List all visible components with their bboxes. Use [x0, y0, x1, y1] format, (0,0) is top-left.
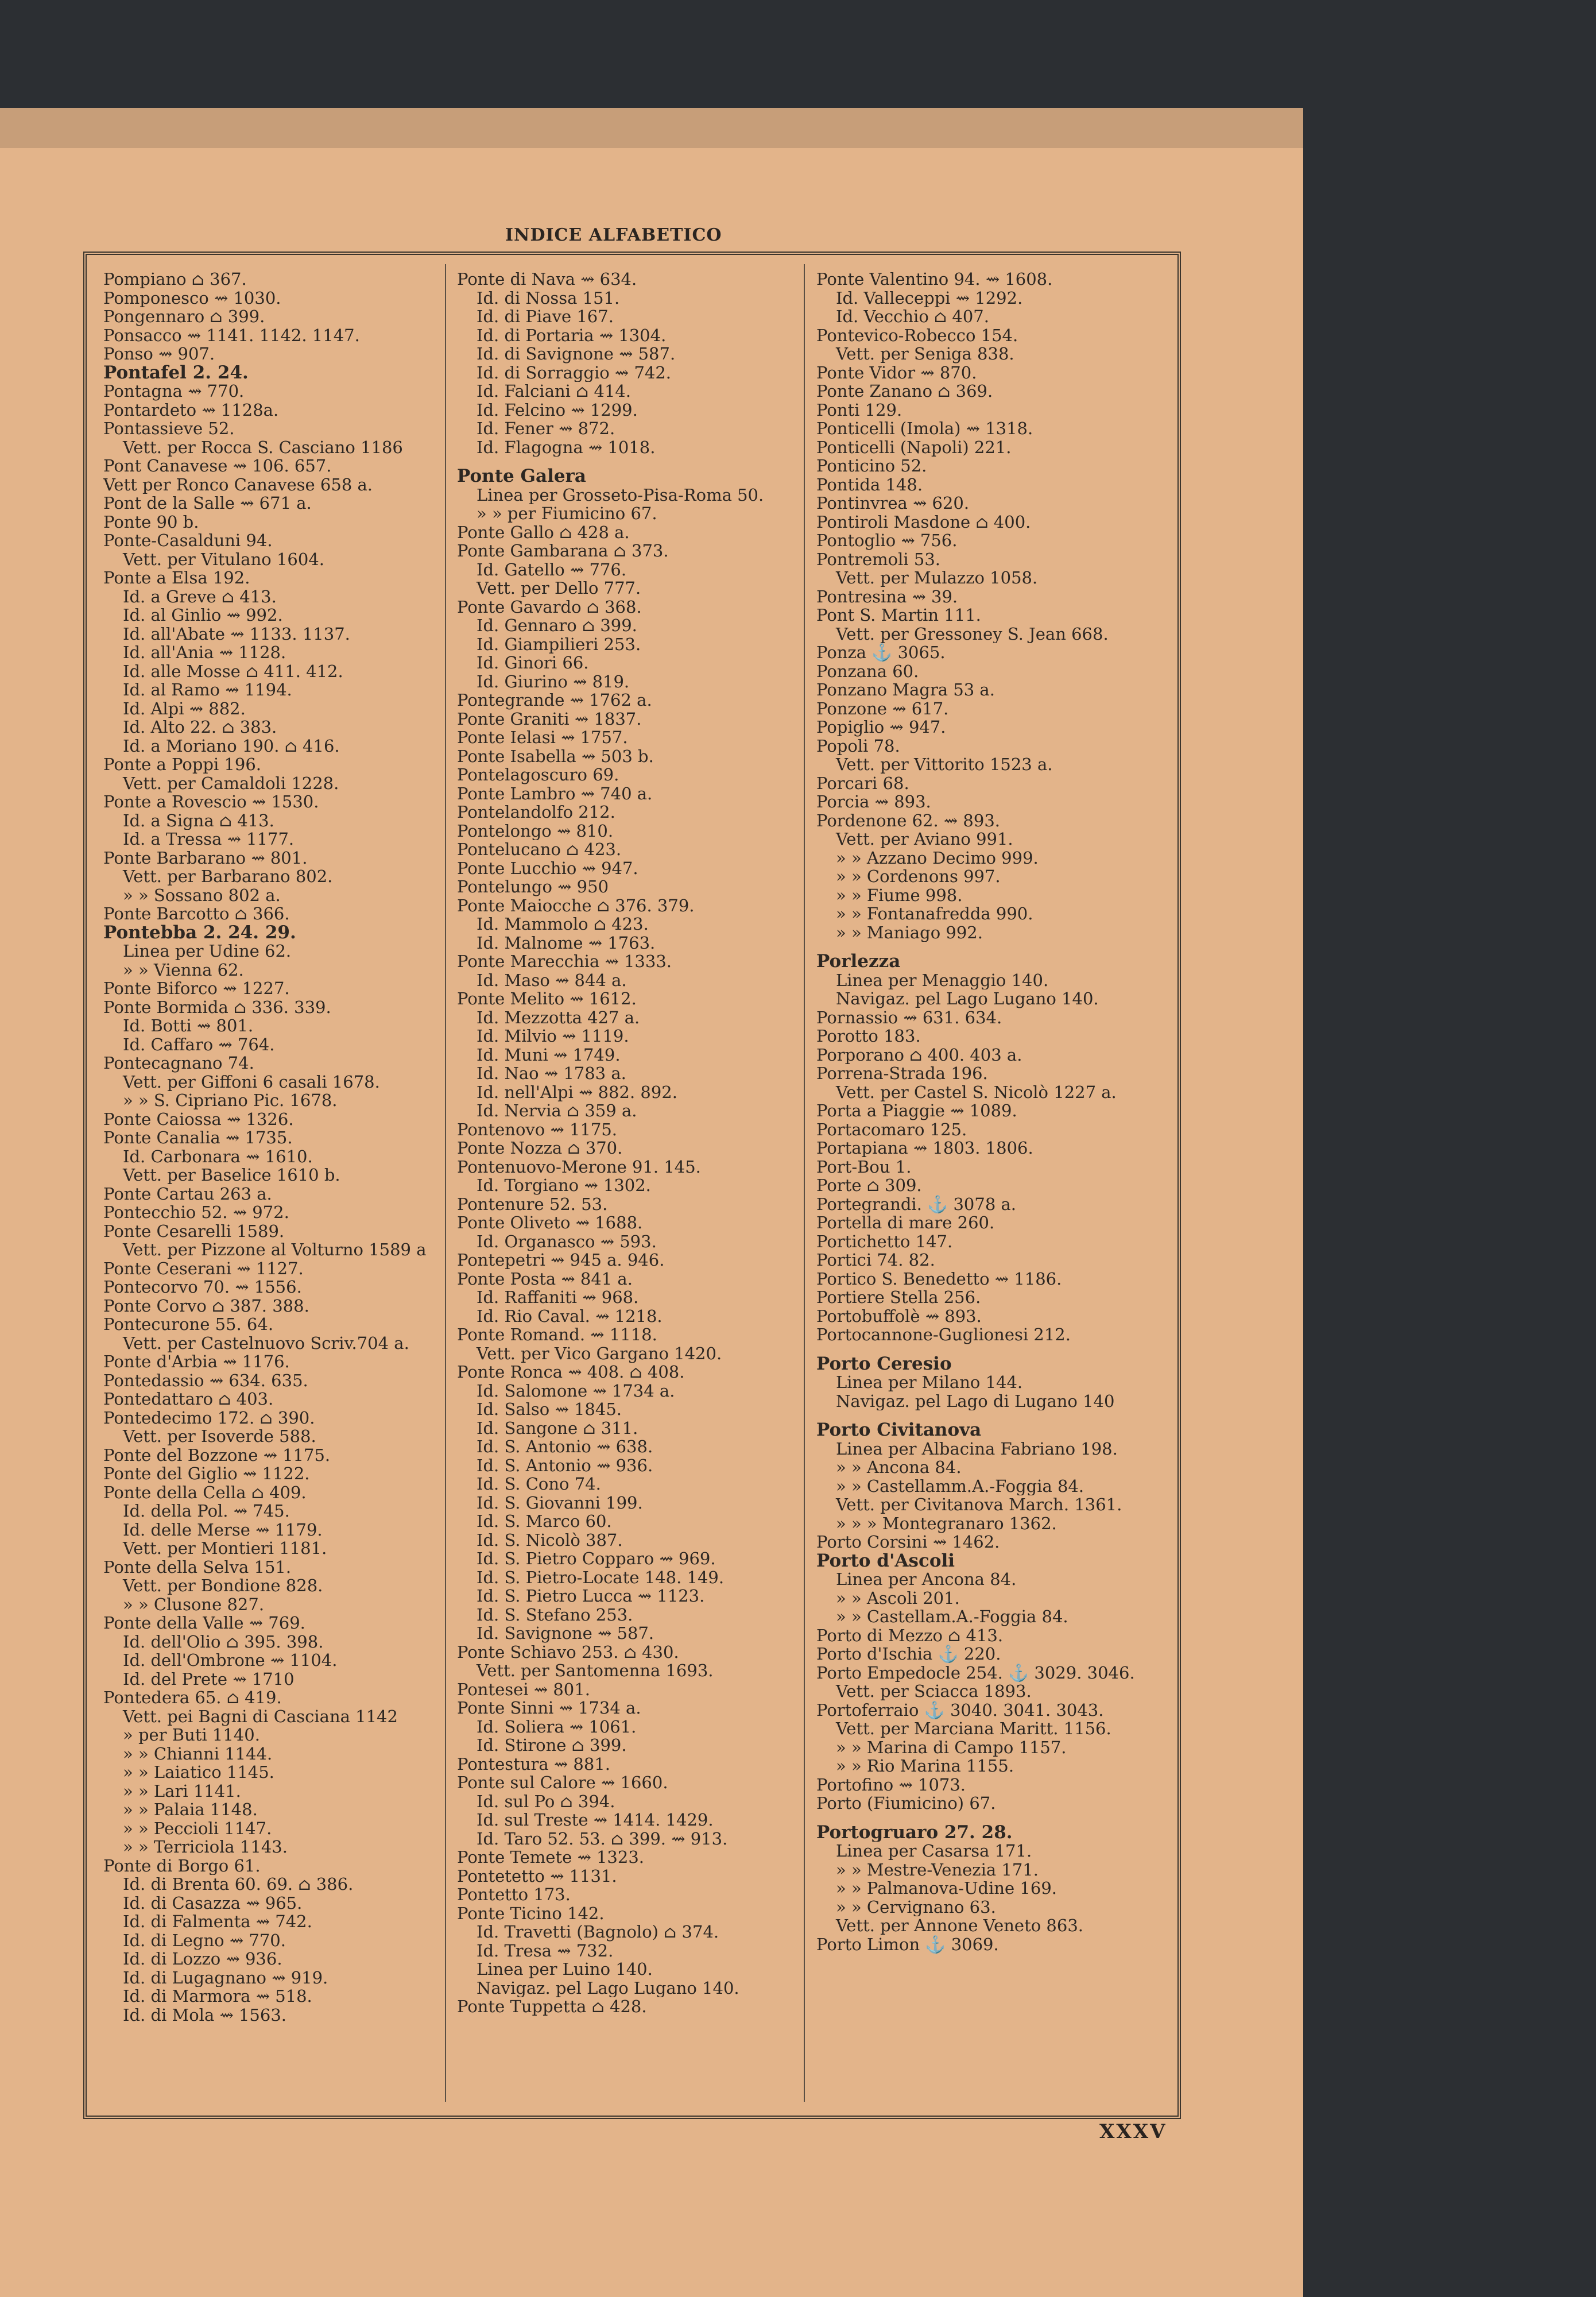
- index-entry: Ponte Corvo ⌂ 387. 388.: [103, 1296, 309, 1315]
- index-entry: Portico S. Benedetto ⇝ 1186.: [816, 1269, 1062, 1288]
- index-entry: Id. sul Po ⌂ 394.: [477, 1792, 615, 1811]
- index-entry: Ponte Bormida ⌂ 336. 339.: [103, 997, 331, 1016]
- index-entry: Ponte Ielasi ⇝ 1757.: [457, 728, 628, 747]
- index-entry: Ponte Lucchio ⇝ 947.: [457, 859, 638, 877]
- index-entry: Id. Sangone ⌂ 311.: [477, 1418, 638, 1437]
- index-entry: Ponticino 52.: [816, 457, 927, 475]
- index-entry: [457, 457, 796, 467]
- index-entry: Porto Ceresio: [816, 1354, 952, 1373]
- index-entry: Linea per Menaggio 140.: [836, 970, 1049, 989]
- index-entry: Pontenure 52. 53.: [457, 1194, 608, 1213]
- index-entry: Port-Bou 1.: [816, 1157, 912, 1176]
- index-entry: Pontedassio ⇝ 634. 635.: [103, 1371, 308, 1390]
- index-entry: Ponte a Rovescio ⇝ 1530.: [103, 792, 319, 811]
- index-entry: Ponte Marecchia ⇝ 1333.: [457, 952, 672, 971]
- index-entry: Vett. per Annone Veneto 863.: [836, 1916, 1083, 1935]
- index-entry: » per Buti 1140.: [123, 1726, 260, 1745]
- index-entry: [816, 1813, 1172, 1823]
- index-entry: Linea per Ancona 84.: [836, 1570, 1017, 1589]
- index-entry: Ponte della Cella ⌂ 409.: [103, 1483, 307, 1502]
- index-entry: Id. di Portaria ⇝ 1304.: [477, 326, 667, 345]
- index-entry: Ponte Romand. ⇝ 1118.: [457, 1325, 657, 1344]
- index-entry: Ponza ⚓ 3065.: [816, 643, 946, 662]
- index-entry: Ponte Isabella ⇝ 503 b.: [457, 747, 654, 765]
- index-entry: Ponte Graniti ⇝ 1837.: [457, 709, 642, 728]
- index-entry: Id. Mammolo ⌂ 423.: [477, 915, 649, 934]
- index-entry: Id. alle Mosse ⌂ 411. 412.: [123, 662, 343, 680]
- index-entry: Pontevico-Robecco 154.: [816, 326, 1018, 345]
- index-entry: Pontelagoscuro 69.: [457, 765, 619, 784]
- index-entry: Ponte Cartau 263 a.: [103, 1184, 272, 1203]
- index-entry: Id. di Mola ⇝ 1563.: [123, 2005, 286, 2024]
- index-entry: Ponte Ticino 142.: [457, 1904, 605, 1923]
- index-entry: Ponte a Poppi 196.: [103, 755, 262, 774]
- index-entry: Ponte Gavardo ⌂ 368.: [457, 597, 642, 616]
- index-entry: Linea per Grosseto-Pisa-Roma 50.: [477, 485, 764, 504]
- index-entry: Navigaz. pel Lago Lugano 140.: [477, 1978, 739, 1997]
- index-entry: Id. di Legno ⇝ 770.: [123, 1931, 286, 1950]
- index-entry: Id. Rio Caval. ⇝ 1218.: [477, 1306, 663, 1325]
- index-entry: Id. al Ginlio ⇝ 992.: [123, 606, 283, 625]
- index-entry: Id. S. Stefano 253.: [477, 1605, 633, 1624]
- index-entry: Pompiano ⌂ 367.: [103, 270, 247, 289]
- index-entry: Portocannone-Guglionesi 212.: [816, 1325, 1071, 1344]
- index-entry: Id. Mezzotta 427 a.: [477, 1008, 640, 1027]
- index-entry: Ponte Galera: [457, 467, 587, 486]
- index-entry: Ponte Gambarana ⌂ 373.: [457, 542, 669, 560]
- index-entry: » » Rio Marina 1155.: [836, 1757, 1014, 1776]
- index-entry: Pontecagnano 74.: [103, 1054, 254, 1073]
- index-entry: Portogruaro 27. 28.: [816, 1823, 1013, 1842]
- index-entry: Ponticelli (Napoli) 221.: [816, 438, 1012, 457]
- index-entry: Id. Taro 52. 53. ⌂ 399. ⇝ 913.: [477, 1829, 728, 1848]
- index-entry: Ponte del Bozzone ⇝ 1175.: [103, 1445, 331, 1464]
- index-entry: Pontepetri ⇝ 945 a. 946.: [457, 1251, 665, 1270]
- index-entry: Id. Nervia ⌂ 359 a.: [477, 1101, 637, 1120]
- index-entry: Linea per Milano 144.: [836, 1373, 1023, 1392]
- index-entry: Vett. per Sciacca 1893.: [836, 1682, 1032, 1701]
- index-entry: Pontoglio ⇝ 756.: [816, 531, 958, 550]
- index-entry: » » Cervignano 63.: [836, 1897, 996, 1916]
- index-entry: Id. S. Pietro-Locate 148. 149.: [477, 1568, 725, 1587]
- index-entry: Popiglio ⇝ 947.: [816, 718, 946, 737]
- index-entry: Id. Carbonara ⇝ 1610.: [123, 1147, 313, 1166]
- index-entry: Pont Canavese ⇝ 106. 657.: [103, 457, 332, 475]
- index-entry: Id. Gatello ⇝ 776.: [477, 560, 627, 579]
- index-entry: Id. di Savignone ⇝ 587.: [477, 345, 676, 364]
- index-entry: Vett. per Isoverde 588.: [123, 1427, 316, 1446]
- index-entry: Id. della Pol. ⇝ 745.: [123, 1502, 290, 1521]
- index-entry: Id. a Signa ⌂ 413.: [123, 811, 274, 830]
- index-entry: Id. S. Antonio ⇝ 638.: [477, 1437, 653, 1456]
- index-entry: Id. Savignone ⇝ 587.: [477, 1624, 654, 1643]
- index-entry: » » Castellam.A.-Foggia 84.: [836, 1607, 1068, 1626]
- index-entry: Id. Raffaniti ⇝ 968.: [477, 1288, 639, 1307]
- index-entry: Pontedera 65. ⌂ 419.: [103, 1688, 282, 1707]
- index-entry: Ponte Caiossa ⇝ 1326.: [103, 1109, 294, 1128]
- index-entry: Vett. per Baselice 1610 b.: [123, 1166, 340, 1185]
- index-entry: Id. Botti ⇝ 801.: [123, 1016, 254, 1035]
- index-entry: Id. Salso ⇝ 1845.: [477, 1400, 622, 1419]
- index-entry: Portapiana ⇝ 1803. 1806.: [816, 1139, 1033, 1158]
- index-entry: Pontesei ⇝ 801.: [457, 1680, 590, 1699]
- page-edge: [0, 108, 1303, 148]
- index-entry: Id. Alto 22. ⌂ 383.: [123, 718, 277, 737]
- index-entry: Ponte sul Calore ⇝ 1660.: [457, 1773, 668, 1792]
- index-entry: Ponzana 60.: [816, 662, 919, 680]
- index-entry: Portobuffolè ⇝ 893.: [816, 1306, 982, 1325]
- index-entry: » » Clusone 827.: [123, 1595, 265, 1614]
- index-entry: Linea per Albacina Fabriano 198.: [836, 1439, 1118, 1458]
- index-entry: Ponte Lambro ⇝ 740 a.: [457, 784, 653, 803]
- index-entry: Porto di Mezzo ⌂ 413.: [816, 1626, 1004, 1645]
- index-entry: Ponte Posta ⇝ 841 a.: [457, 1269, 633, 1288]
- index-entry: Popoli 78.: [816, 736, 900, 755]
- index-entry: » » Fiume 998.: [836, 885, 963, 904]
- index-entry: [816, 942, 1172, 952]
- index-entry: Pontenovo ⇝ 1175.: [457, 1120, 618, 1139]
- index-entry: Id. Giampilieri 253.: [477, 635, 641, 653]
- index-entry: Id. S. Cono 74.: [477, 1475, 601, 1494]
- index-entry: Id. Milvio ⇝ 1119.: [477, 1027, 629, 1046]
- index-entry: Id. Nao ⇝ 1783 a.: [477, 1064, 626, 1083]
- index-entry: Id. a Tressa ⇝ 1177.: [123, 830, 295, 849]
- index-entry: Id. sul Treste ⇝ 1414. 1429.: [477, 1811, 714, 1830]
- index-entry: Id. nell'Alpi ⇝ 882. 892.: [477, 1082, 677, 1101]
- index-entry: Porlezza: [816, 952, 901, 971]
- index-entry: Pontelucano ⌂ 423.: [457, 840, 622, 859]
- index-entry: Vett. per Vitulano 1604.: [123, 550, 324, 569]
- index-entry: Vett. per Seniga 838.: [836, 345, 1014, 364]
- index-entry: Id. Giurino ⇝ 819.: [477, 672, 630, 691]
- index-entry: Ponte Vidor ⇝ 870.: [816, 363, 977, 382]
- index-entry: Vett. per Mulazzo 1058.: [836, 569, 1038, 587]
- index-entry: Pontelongo ⇝ 810.: [457, 821, 614, 840]
- index-entry: Vett. per Pizzone al Volturno 1589 a: [123, 1240, 427, 1259]
- index-entry: Id. a Greve ⌂ 413.: [123, 587, 277, 606]
- index-entry: [816, 1344, 1172, 1355]
- index-entry: » » Castellamm.A.-Foggia 84.: [836, 1476, 1084, 1495]
- index-entry: Porta a Piaggie ⇝ 1089.: [816, 1101, 1017, 1120]
- index-entry: » » per Fiumicino 67.: [477, 504, 657, 523]
- index-entry: » » Azzano Decimo 999.: [836, 848, 1039, 867]
- index-entry: Vett. per Giffoni 6 casali 1678.: [123, 1072, 380, 1091]
- index-entry: Portici 74. 82.: [816, 1251, 935, 1270]
- index-entry: Id. di Brenta 60. 69. ⌂ 386.: [123, 1875, 354, 1894]
- index-entry: Ponso ⇝ 907.: [103, 345, 215, 364]
- index-entry: Ponsacco ⇝ 1141. 1142. 1147.: [103, 326, 360, 345]
- index-entry: » » Sossano 802 a.: [123, 885, 281, 904]
- index-entry: Ponte Temete ⇝ 1323.: [457, 1848, 644, 1867]
- index-entry: Ponte Zanano ⌂ 369.: [816, 382, 993, 401]
- index-entry: Ponte Melito ⇝ 1612.: [457, 989, 637, 1008]
- index-entry: Id. Maso ⇝ 844 a.: [477, 970, 627, 989]
- index-entry: Id. Ginori 66.: [477, 653, 589, 672]
- index-entry: Porcia ⇝ 893.: [816, 792, 931, 811]
- index-entry: Ponte Gallo ⌂ 428 a.: [457, 523, 630, 542]
- index-entry: Ponte 90 b.: [103, 512, 199, 531]
- index-entry: » » Ascoli 201.: [836, 1588, 960, 1607]
- index-entry: Pontafel 2. 24.: [103, 363, 249, 382]
- index-entry: » » Maniago 992.: [836, 923, 983, 942]
- index-entry: Ponte Ronca ⇝ 408. ⌂ 408.: [457, 1363, 685, 1382]
- index-entry: Ponte Ceserani ⇝ 1127.: [103, 1259, 304, 1278]
- index-entry: Id. all'Abate ⇝ 1133. 1137.: [123, 624, 350, 643]
- index-entry: Porcari 68.: [816, 774, 909, 792]
- index-entry: [816, 1410, 1172, 1421]
- index-entry: Navigaz. pel Lago di Lugano 140: [836, 1391, 1115, 1410]
- index-entry: » » Peccioli 1147.: [123, 1819, 272, 1838]
- index-entry: Porto Civitanova: [816, 1421, 982, 1440]
- index-entry: Porto Empedocle 254. ⚓ 3029. 3046.: [816, 1663, 1135, 1682]
- index-entry: Vett. per Santomenna 1693.: [477, 1661, 714, 1680]
- index-entry: Pornassio ⇝ 631. 634.: [816, 1008, 1002, 1027]
- index-entry: » » Palmanova-Udine 169.: [836, 1879, 1057, 1898]
- index-entry: Ponticelli (Imola) ⇝ 1318.: [816, 419, 1033, 438]
- index-entry: Id. Malnome ⇝ 1763.: [477, 933, 656, 952]
- index-entry: » » Palaia 1148.: [123, 1800, 258, 1819]
- index-entry: Vett. per Dello 777.: [477, 579, 641, 598]
- index-entry: Ponte Oliveto ⇝ 1688.: [457, 1213, 643, 1232]
- index-entry: Id. di Piave 167.: [477, 307, 614, 326]
- index-entry: Ponte Valentino 94. ⇝ 1608.: [816, 270, 1053, 289]
- index-entry: Vett. per Vittorito 1523 a.: [836, 755, 1053, 774]
- index-entry: Vett. per Gressoney S. Jean 668.: [836, 624, 1109, 643]
- index-entry: Id. di Lozzo ⇝ 936.: [123, 1950, 282, 1969]
- index-entry: Id. al Ramo ⇝ 1194.: [123, 680, 292, 699]
- index-entry: Vett. per Camaldoli 1228.: [123, 774, 339, 792]
- index-entry: Ponte-Casalduni 94.: [103, 531, 273, 550]
- index-entry: Id. a Moriano 190. ⌂ 416.: [123, 736, 340, 755]
- index-entry: Portacomaro 125.: [816, 1120, 967, 1139]
- index-entry: Id. Organasco ⇝ 593.: [477, 1232, 657, 1251]
- index-entry: Ponte di Borgo 61.: [103, 1856, 261, 1875]
- index-entry: Pontagna ⇝ 770.: [103, 382, 245, 401]
- index-entry: Ponzone ⇝ 617.: [816, 699, 949, 718]
- index-entry: » » Vienna 62.: [123, 960, 244, 979]
- index-entry: Id. di Nossa 151.: [477, 288, 620, 307]
- index-entry: Pontelungo ⇝ 950: [457, 877, 609, 896]
- index-entry: Ponte della Valle ⇝ 769.: [103, 1614, 305, 1633]
- index-entry: Vett. per Montieri 1181.: [123, 1539, 327, 1558]
- index-entry: Pontelandolfo 212.: [457, 803, 615, 822]
- index-entry: Pont de la Salle ⇝ 671 a.: [103, 494, 312, 513]
- index-entry: Ponte Sinni ⇝ 1734 a.: [457, 1699, 641, 1718]
- index-entry: Id. Salomone ⇝ 1734 a.: [477, 1381, 675, 1400]
- index-entry: Pomponesco ⇝ 1030.: [103, 288, 281, 307]
- index-entry: Ponte del Giglio ⇝ 1122.: [103, 1464, 310, 1483]
- index-entry: Vett. per Aviano 991.: [836, 830, 1013, 849]
- index-entry: Id. S. Pietro Copparo ⇝ 969.: [477, 1549, 716, 1568]
- index-entry: Pontebba 2. 24. 29.: [103, 923, 296, 942]
- index-entry: » » » Montegranaro 1362.: [836, 1514, 1057, 1533]
- index-entry: » » Fontanafredda 990.: [836, 904, 1033, 923]
- index-entry: Pontecurone 55. 64.: [103, 1315, 274, 1334]
- index-entry: Id. Vecchio ⌂ 407.: [836, 307, 989, 326]
- index-entry: Vett. per Rocca S. Casciano 1186: [123, 438, 403, 457]
- index-entry: Ponte Barbarano ⇝ 801.: [103, 848, 308, 867]
- index-entry: Ponte della Selva 151.: [103, 1557, 292, 1576]
- index-entry: Porotto 183.: [816, 1027, 921, 1046]
- index-entry: Id. S. Pietro Lucca ⇝ 1123.: [477, 1587, 705, 1606]
- index-entry: Id. Gennaro ⌂ 399.: [477, 616, 637, 635]
- index-entry: Ponte Cesarelli 1589.: [103, 1221, 285, 1240]
- index-entry: Id. del Prete ⇝ 1710: [123, 1669, 295, 1688]
- index-column-1: [103, 270, 436, 2024]
- index-entry: Id. Fener ⇝ 872.: [477, 419, 615, 438]
- index-entry: Vett. per Vico Gargano 1420.: [477, 1344, 722, 1363]
- index-entry: Vett per Ronco Canavese 658 a.: [103, 475, 373, 494]
- index-entry: Id. di Lugagnano ⇝ 919.: [123, 1968, 328, 1987]
- index-entry: Id. Soliera ⇝ 1061.: [477, 1717, 637, 1736]
- index-entry: » » Chianni 1144.: [123, 1744, 273, 1763]
- index-entry: Pontedattaro ⌂ 403.: [103, 1390, 274, 1409]
- index-entry: Pontida 148.: [816, 475, 923, 494]
- index-entry: Ponte Canalia ⇝ 1735.: [103, 1128, 293, 1147]
- index-entry: Porporano ⌂ 400. 403 a.: [816, 1045, 1022, 1064]
- index-entry: Pongennaro ⌂ 399.: [103, 307, 265, 326]
- index-entry: Ponte Schiavo 253. ⌂ 430.: [457, 1642, 679, 1661]
- index-entry: Id. Felcino ⇝ 1299.: [477, 400, 638, 419]
- index-entry: Ponte Barcotto ⌂ 366.: [103, 904, 290, 923]
- index-entry: Id. dell'Ombrone ⇝ 1104.: [123, 1651, 338, 1670]
- index-entry: Id. Torgiano ⇝ 1302.: [477, 1176, 651, 1195]
- index-entry: Id. dell'Olio ⌂ 395. 398.: [123, 1632, 324, 1651]
- index-entry: Porto Corsini ⇝ 1462.: [816, 1533, 1000, 1552]
- index-entry: » » Terriciola 1143.: [123, 1838, 288, 1857]
- index-entry: Id. Flagogna ⇝ 1018.: [477, 438, 656, 457]
- index-entry: Vett. per Bondione 828.: [123, 1576, 323, 1595]
- index-entry: Pont S. Martin 111.: [816, 606, 981, 625]
- index-entry: Id. Tresa ⇝ 732.: [477, 1941, 614, 1960]
- index-entry: Id. di Marmora ⇝ 518.: [123, 1987, 312, 2006]
- index-entry: Pontecorvo 70. ⇝ 1556.: [103, 1278, 302, 1297]
- index-entry: Pontresina ⇝ 39.: [816, 587, 958, 606]
- index-entry: Vett. per Castel S. Nicolò 1227 a.: [836, 1082, 1117, 1101]
- index-entry: Pontedecimo 172. ⌂ 390.: [103, 1408, 315, 1427]
- index-entry: Id. delle Merse ⇝ 1179.: [123, 1520, 323, 1539]
- index-entry: Ponte Biforco ⇝ 1227.: [103, 979, 290, 998]
- index-entry: Id. Caffaro ⇝ 764.: [123, 1035, 275, 1054]
- index-entry: Pontiroli Masdone ⌂ 400.: [816, 512, 1031, 531]
- index-entry: Pontassieve 52.: [103, 419, 235, 438]
- index-entry: » » Ancona 84.: [836, 1458, 962, 1477]
- index-entry: Ponte a Elsa 192.: [103, 569, 250, 587]
- index-entry: Portichetto 147.: [816, 1232, 953, 1251]
- index-entry: Vett. per Civitanova March. 1361.: [836, 1495, 1122, 1514]
- index-entry: Vett. pei Bagni di Casciana 1142: [123, 1707, 398, 1726]
- index-entry: Portofino ⇝ 1073.: [816, 1775, 966, 1794]
- index-entry: Portella di mare 260.: [816, 1213, 995, 1232]
- index-entry: Id. di Falmenta ⇝ 742.: [123, 1912, 312, 1931]
- page-title: INDICE ALFABETICO: [505, 225, 722, 245]
- index-entry: Pontardeto ⇝ 1128a.: [103, 400, 279, 419]
- index-entry: Id. all'Ania ⇝ 1128.: [123, 643, 286, 662]
- index-column-2: [457, 270, 796, 2016]
- index-entry: Ponte d'Arbia ⇝ 1176.: [103, 1352, 290, 1371]
- index-entry: Porto d'Ascoli: [816, 1551, 955, 1570]
- index-entry: Id. Travetti (Bagnolo) ⌂ 374.: [477, 1923, 719, 1942]
- index-entry: » » S. Cipriano Pic. 1678.: [123, 1091, 338, 1110]
- index-entry: Pontecchio 52. ⇝ 972.: [103, 1203, 289, 1222]
- page-number: XXXV: [1099, 2120, 1167, 2143]
- index-entry: Pontremoli 53.: [816, 550, 940, 569]
- index-entry: Id. Muni ⇝ 1749.: [477, 1045, 621, 1064]
- index-entry: Porto (Fiumicino) 67.: [816, 1794, 996, 1813]
- index-entry: Porte ⌂ 309.: [816, 1176, 922, 1195]
- index-entry: Vett. per Marciana Maritt. 1156.: [836, 1719, 1111, 1738]
- index-entry: » » Lari 1141.: [123, 1781, 241, 1800]
- index-entry: Id. Valleceppi ⇝ 1292.: [836, 288, 1023, 307]
- column-divider: [804, 264, 805, 2102]
- index-entry: Ponte Nozza ⌂ 370.: [457, 1139, 623, 1158]
- index-entry: Pontegrande ⇝ 1762 a.: [457, 691, 652, 710]
- index-entry: Ponzano Magra 53 a.: [816, 680, 995, 699]
- index-entry: Pontenuovo-Merone 91. 145.: [457, 1157, 701, 1176]
- index-entry: Pontetto 173.: [457, 1885, 571, 1904]
- index-entry: Pordenone 62. ⇝ 893.: [816, 811, 1001, 830]
- index-entry: Id. di Sorraggio ⇝ 742.: [477, 363, 672, 382]
- index-entry: Porto Limon ⚓ 3069.: [816, 1935, 999, 1954]
- column-divider: [445, 264, 446, 2102]
- index-entry: Id. S. Giovanni 199.: [477, 1493, 643, 1512]
- index-entry: Id. Falciani ⌂ 414.: [477, 382, 632, 401]
- index-entry: Navigaz. pel Lago Lugano 140.: [836, 989, 1099, 1008]
- index-entry: Pontetetto ⇝ 1131.: [457, 1866, 617, 1885]
- index-entry: Ponti 129.: [816, 400, 902, 419]
- index-entry: Ponte Maiocche ⌂ 376. 379.: [457, 896, 695, 915]
- index-column-3: [816, 270, 1172, 1954]
- index-entry: » » Marina di Campo 1157.: [836, 1738, 1067, 1757]
- index-entry: Id. Stirone ⌂ 399.: [477, 1736, 627, 1755]
- index-entry: Id. di Casazza ⇝ 965.: [123, 1893, 303, 1912]
- index-entry: Portoferraio ⚓ 3040. 3041. 3043.: [816, 1700, 1104, 1719]
- index-entry: Porto d'Ischia ⚓ 220.: [816, 1645, 1001, 1664]
- index-entry: Portegrandi. ⚓ 3078 a.: [816, 1194, 1016, 1213]
- index-entry: Pontinvrea ⇝ 620.: [816, 494, 970, 513]
- index-entry: » » Cordenons 997.: [836, 867, 1001, 886]
- index-entry: Linea per Luino 140.: [477, 1960, 653, 1979]
- index-entry: Portiere Stella 256.: [816, 1288, 981, 1307]
- index-entry: » » Mestre-Venezia 171.: [836, 1860, 1039, 1879]
- index-entry: Ponte Tuppetta ⌂ 428.: [457, 1997, 647, 2016]
- index-entry: Vett. per Castelnuovo Scriv.704 a.: [123, 1333, 409, 1352]
- index-entry: Pontestura ⇝ 881.: [457, 1754, 610, 1773]
- index-entry: Ponte di Nava ⇝ 634.: [457, 270, 637, 289]
- index-entry: » » Laiatico 1145.: [123, 1763, 274, 1782]
- index-entry: Vett. per Barbarano 802.: [123, 867, 333, 886]
- index-entry: Id. Alpi ⇝ 882.: [123, 699, 246, 718]
- index-entry: Linea per Casarsa 171.: [836, 1842, 1032, 1861]
- index-entry: Linea per Udine 62.: [123, 942, 292, 961]
- index-entry: Id. S. Antonio ⇝ 936.: [477, 1456, 653, 1475]
- index-entry: Id. S. Nicolò 387.: [477, 1530, 623, 1549]
- index-entry: Porrena-Strada 196.: [816, 1064, 988, 1083]
- index-entry: Id. S. Marco 60.: [477, 1512, 612, 1531]
